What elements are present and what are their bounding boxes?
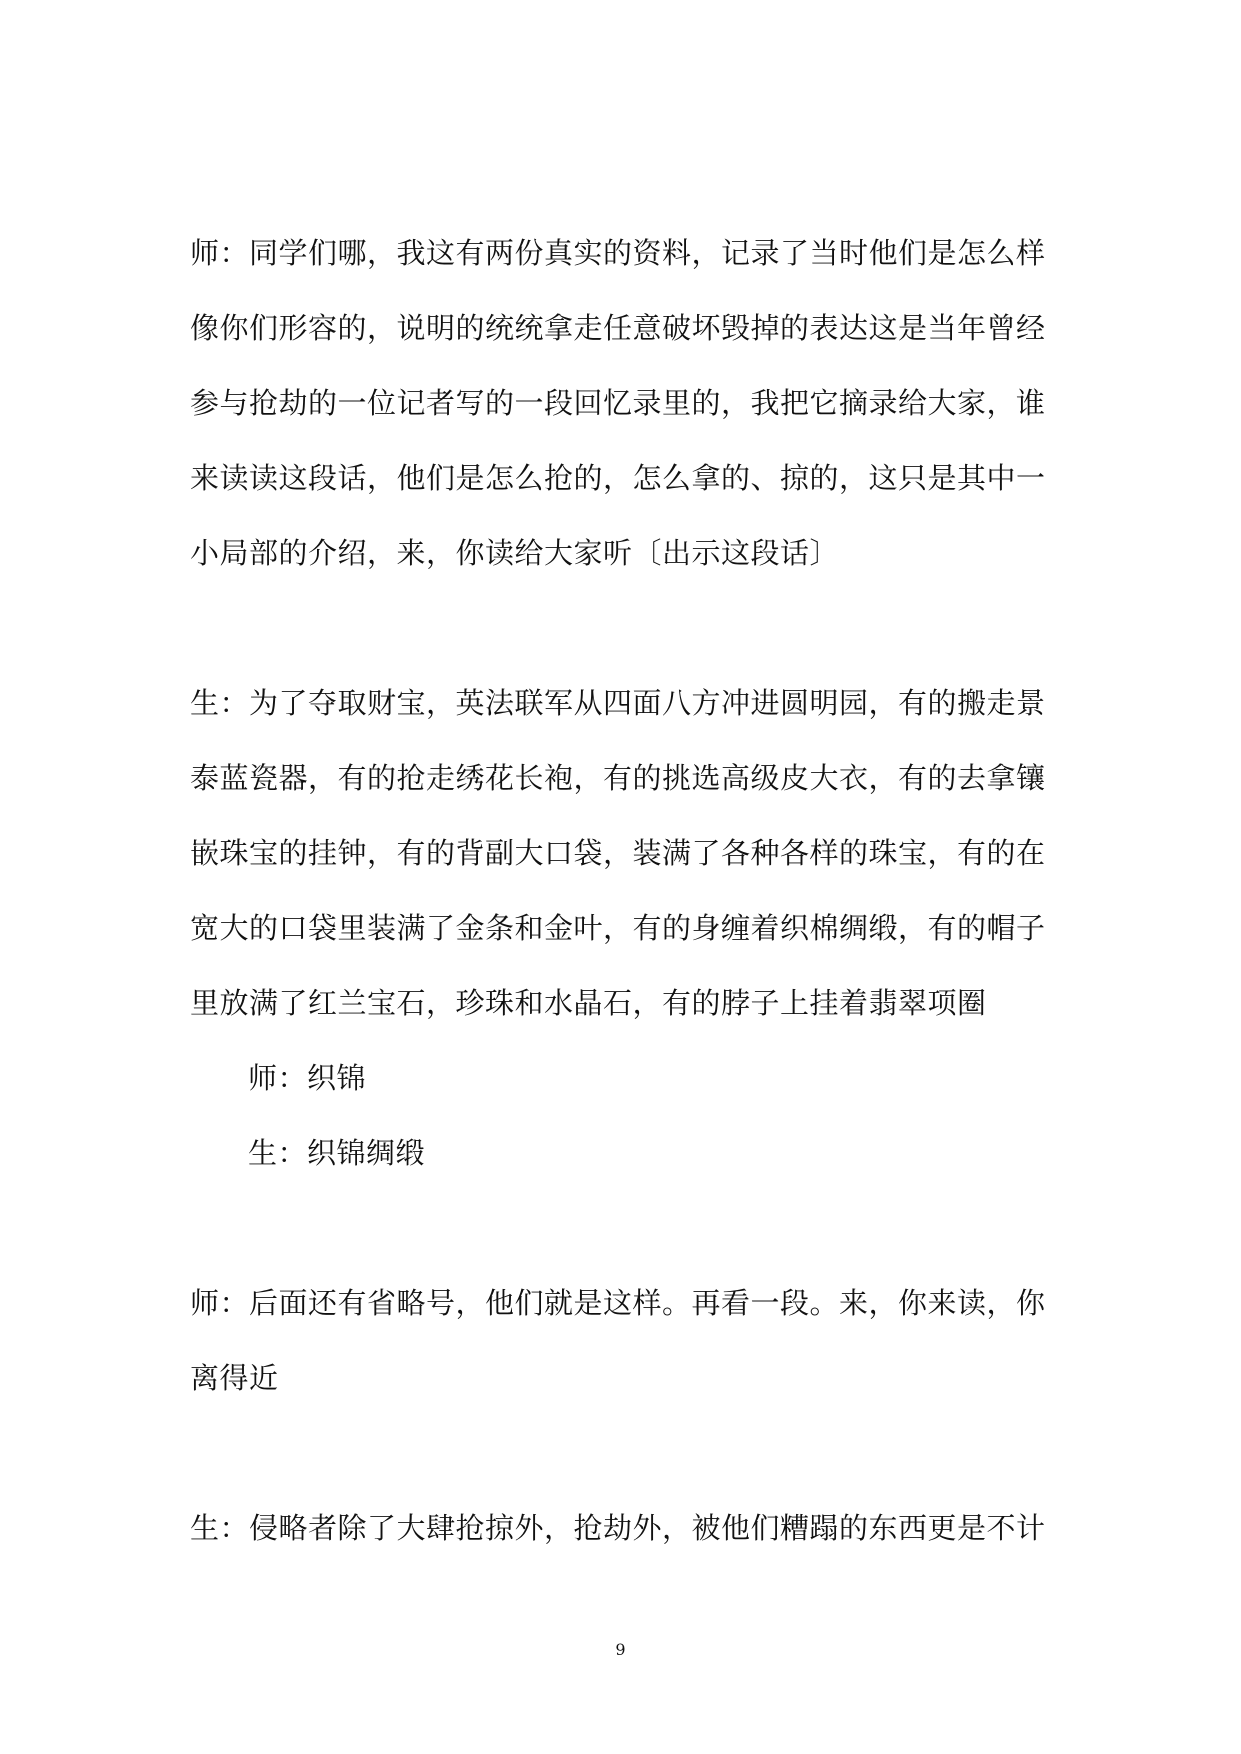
text-line: 师：织锦 xyxy=(248,1061,367,1095)
text-line: 生：为了夺取财宝，英法联军从四面八方冲进圆明园，有的搬走景 xyxy=(190,686,1046,720)
text-line: 来读读这段话，他们是怎么抢的，怎么拿的、掠的，这只是其中一 xyxy=(190,461,1046,495)
page-number: 9 xyxy=(615,1640,626,1659)
text-line: 宽大的口袋里装满了金条和金叶，有的身缠着织棉绸缎，有的帽子 xyxy=(190,911,1046,945)
text-line: 生：侵略者除了大肆抢掠外，抢劫外，被他们糟蹋的东西更是不计 xyxy=(190,1511,1046,1545)
text-line: 参与抢劫的一位记者写的一段回忆录里的，我把它摘录给大家，谁 xyxy=(190,386,1046,420)
text-line: 像你们形容的，说明的统统拿走任意破坏毁掉的表达这是当年曾经 xyxy=(190,311,1046,345)
text-line: 小局部的介绍，来，你读给大家听〔出示这段话〕 xyxy=(190,536,840,570)
text-line: 里放满了红兰宝石，珍珠和水晶石，有的脖子上挂着翡翠项圈 xyxy=(190,986,987,1020)
text-line: 嵌珠宝的挂钟，有的背副大口袋，装满了各种各样的珠宝，有的在 xyxy=(190,836,1046,870)
text-line: 离得近 xyxy=(190,1361,279,1395)
text-line: 师：同学们哪，我这有两份真实的资料，记录了当时他们是怎么样 xyxy=(190,236,1046,270)
text-line: 师：后面还有省略号，他们就是这样。再看一段。来，你来读，你 xyxy=(190,1286,1046,1320)
text-line: 生：织锦绸缎 xyxy=(248,1136,426,1170)
text-line: 泰蓝瓷器，有的抢走绣花长袍，有的挑选高级皮大衣，有的去拿镶 xyxy=(190,761,1046,795)
